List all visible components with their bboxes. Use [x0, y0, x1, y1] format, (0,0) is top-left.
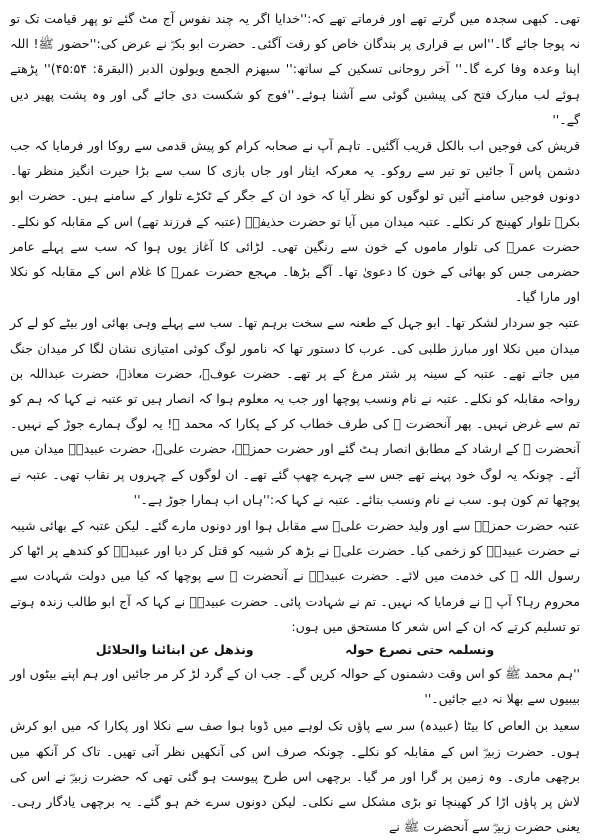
- verse-left-hemistich: ونذھل عن ابنائنا والحلائل: [95, 642, 254, 658]
- paragraph-1: تھی۔ کبھی سجدہ میں گرتے تھے اور فرماتے تھے کہ:''خدایا اگر یہ چند نفوس آج مٹ گئے تو پھر قیامت تک تو نہ پوجا جائے گا۔''اس بے قراری پر بندگان خاص کو رقت آگئی۔ حضرت ابو بکرؓ نے عرض کی:''حضور ﷺ! اللہ اپنا وعدہ وفا کرے گا۔'' آخر روحانی تسکین کے ساتھ:'' سیھزم الجمع ویولون الدبر (البقرۃ: ۴۵:۵۴)'' پڑھتے ہوئے لب مبارک فتح کی پیشین گوئی سے آشنا ہوئے۔''فوج کو شکست دی جائے گی اور وہ پشت پھیر دیں گے۔'': [10, 11, 580, 127]
- arabic-verse: [50, 639, 540, 661]
- verse-translation: ''ہم محمد ﷺ کو اس وقت دشمنوں کے حوالہ کریں گے۔ جب ان کے گرد لڑ کر مر جائیں اور ہم اپنے بیٹوں اور بیبیوں سے بھلا نہ دیے جائیں۔'': [10, 666, 580, 707]
- verse-right-hemistich: ونسلمہ حتی نصرع حولہ: [345, 642, 495, 658]
- paragraph-4: عتبہ حضرت حمزہؓ سے اور ولید حضرت علیؓ سے مقابل ہوا اور دونوں مارے گئے۔ لیکن عتبہ کے بھائی شیبہ نے حضرت عبیدہؓ کو زخمی کیا۔ حضرت علیؓ نے بڑھ کر شیبہ کو قتل کر دیا اور عبیدہؓ کو کندھے پر اٹھا کر رسول اللہ ﷺ کی خدمت میں لائے۔ حضرت عبیدہؓ نے آنحضرت ﷺ سے پوچھا کہ کیا میں دولت شہادت سے محروم رہا؟ آپ ﷺ نے فرمایا کہ نہیں۔ تم نے شہادت پائی۔ حضرت عبیدہؓ نے کہا کہ آج ابو طالب زندہ ہوتے تو تسلیم کرتے کہ ان کے اس شعر کا مستحق میں ہوں:: [10, 518, 580, 634]
- paragraph-2: قریش کی فوجیں اب بالکل قریب آگئیں۔ تاہم آپ نے صحابہ کرام کو پیش قدمی سے روکا اور فرمایا کہ جب دشمن پاس آ جائیں تو تیر سے روکو۔ یہ معرکہ ایثار اور جاں بازی کا سب سے بڑا حیرت انگیز منظر تھا۔ دونوں فوجیں سامنے آئیں تو لوگوں کو نظر آیا کہ خود ان کے جگر کے ٹکڑے تلوار کے سامنے ہیں۔ حضرت ابو بکرؓ تلوار کھینچ کر نکلے۔ عتبہ میدان میں آیا تو حضرت حذیفہؓ (عتبہ کے فرزند تھے) اس کے مقابلہ کو نکلے۔ حضرت عمرؓ کی تلوار ماموں کے خون سے رنگین تھی۔ لڑائی کا آغاز یوں ہوا کہ سب سے پہلے عامر حضرمی جس کو بھائی کے خون کا دعویٰ تھا۔ آگے بڑھا۔ مہجع حضرت عمرؓ کا غلام اس کے مقابلہ کو نکلا اور مارا گیا۔: [10, 138, 580, 305]
- paragraph-3: عتبہ جو سردار لشکر تھا۔ ابو جہل کے طعنہ سے سخت برہم تھا۔ سب سے پہلے وہی بھائی اور بیٹے کو لے کر میدان میں نکلا اور مبارز طلبی کی۔ عرب کا دستور تھا کہ نامور لوگ کوئی امتیازی نشان لگا کر میدان جنگ میں جاتے تھے۔ عتبہ کے سینہ پر شتر مرغ کے پر تھے۔ حضرت عوفؓ، حضرت معاذؓ، حضرت عبداللہ بن رواحہ مقابلہ کو نکلے۔ عتبہ نے نام ونسب پوچھا اور جب یہ معلوم ہوا کہ انصار ہیں تو عتبہ نے کہا کہ ہم کو تم سے غرض نہیں۔ پھر آنحضرت ﷺ کی طرف خطاب کر کے پکارا کہ محمد ﷺ! یہ لوگ ہمارے جوڑ کے نہیں۔ آنحضرت ﷺ کے ارشاد کے مطابق انصار ہٹ گئے اور حضرت حمزہؓ، حضرت علیؓ، حضرت عبیدہؓ میدان میں آئے۔ چونکہ یہ لوگ خود پہنے تھے جس سے چہرے چھپ گئے تھے۔ ان لوگوں کے چہروں پر نقاب تھی۔ عتبہ نے پوچھا تم کون ہو۔ سب نے نام ونسب بتائے۔ عتبہ نے کہا کہ:''ہاں اب ہمارا جوڑ ہے۔'': [10, 315, 580, 507]
- closing-paragraph: سعید بن العاص کا بیٹا (عبیدہ) سر سے پاؤں تک لوہے میں ڈوبا ہوا صف سے نکلا اور پکارا کہ میں ابو کرش ہوں۔ حضرت زبیرؓ اس کے مقابلہ کو نکلے۔ چونکہ صرف اس کی آنکھیں نظر آتی تھیں۔ تاک کر آنکھ میں برچھی ماری۔ وہ زمین پر گرا اور مر گیا۔ برچھی اس طرح پیوست ہو گئی تھی کہ حضرت زبیرؓ نے اس کی لاش پر پاؤں اڑا کر کھینچا تو بڑی مشکل سے نکلی۔ لیکن دونوں سرے خم ہو گئے۔ یہ برچھی یادگار رہی۔ یعنی حضرت زبیرؓ سے آنحضرت ﷺ نے: [10, 718, 580, 835]
